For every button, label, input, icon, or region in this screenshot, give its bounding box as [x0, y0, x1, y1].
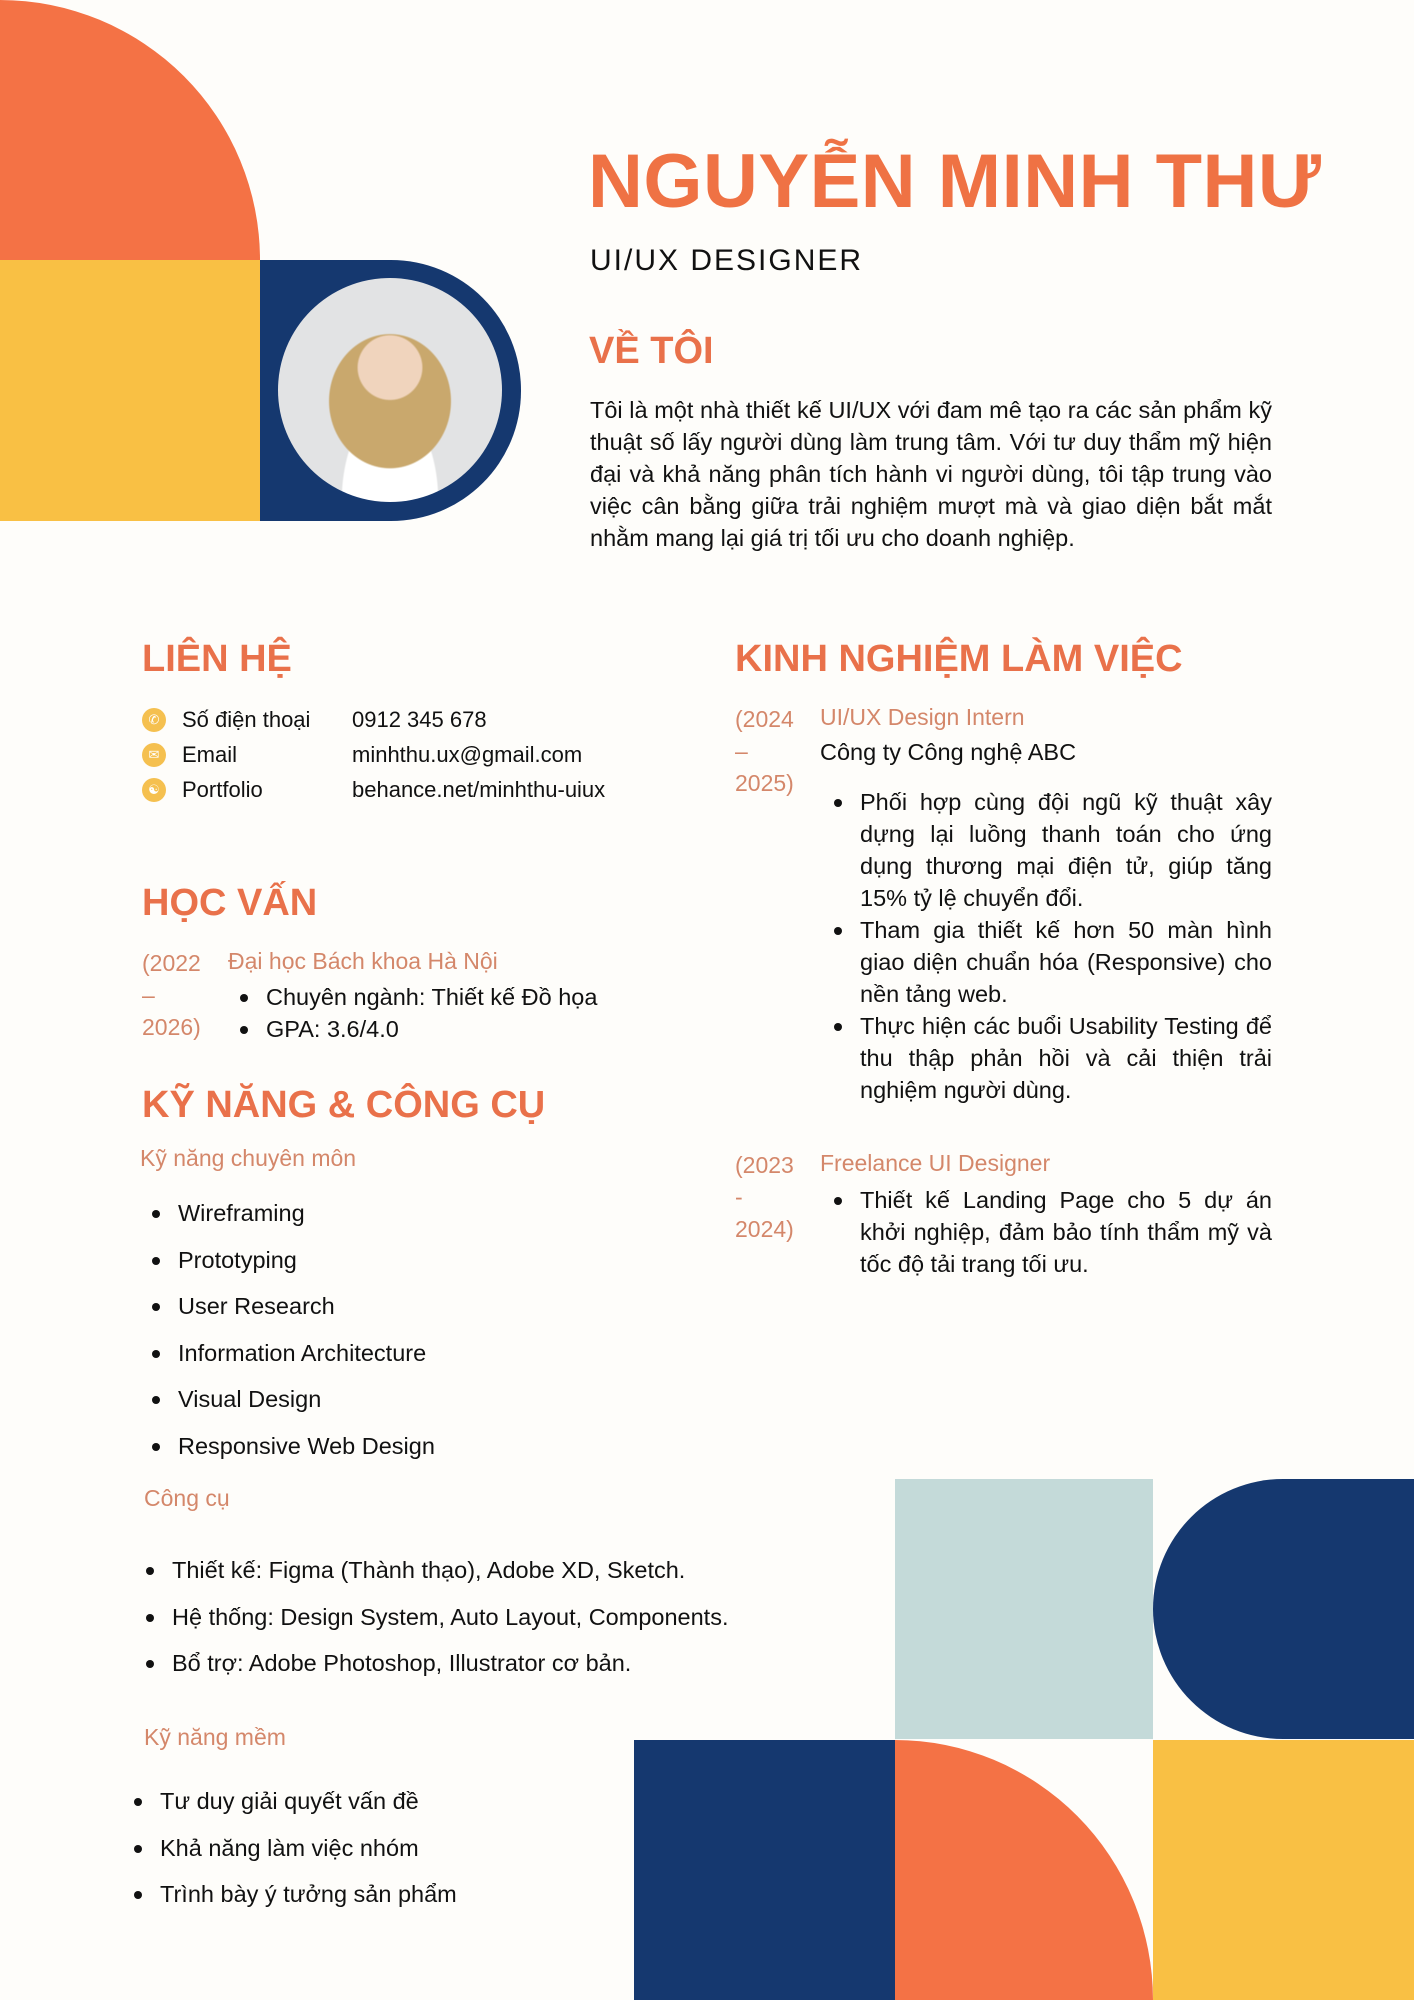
list-item: Information Architecture [148, 1337, 435, 1369]
date-end: 2024) [735, 1216, 794, 1242]
contact-row-portfolio [142, 772, 605, 807]
list-item: Prototyping [148, 1244, 435, 1276]
experience-position: UI/UX Design Intern [820, 704, 1025, 730]
education-school: Đại học Bách khoa Hà Nội [228, 948, 498, 974]
decor-square-navy-bottom [634, 1740, 895, 2000]
globe-icon: ☯ [142, 778, 166, 802]
contact-row-email [142, 737, 605, 772]
date-end: 2025) [735, 770, 794, 796]
contact-title: LIÊN HỆ [142, 638, 292, 680]
list-item: Trình bày ý tưởng sản phẩm [130, 1878, 457, 1910]
skills-tools-label: Công cụ [144, 1485, 230, 1511]
list-item: Responsive Web Design [148, 1430, 435, 1462]
list-item: Khả năng làm việc nhóm [130, 1832, 457, 1864]
contact-label: Số điện thoại [182, 706, 311, 732]
education-details [236, 981, 597, 1045]
list-item: Thiết kế Landing Page cho 5 dự án khởi nghiệp, đảm bảo tính thẩm mỹ và tốc độ tải trang tối ưu. [830, 1184, 1272, 1280]
date-separator: – [735, 738, 748, 764]
date-start: (2023 [735, 1152, 794, 1178]
experience-position: Freelance UI Designer [820, 1150, 1051, 1176]
experience-date [735, 703, 815, 799]
decor-half-pill-navy-bottom [1153, 1479, 1414, 1739]
contact-label: Email [182, 741, 238, 767]
candidate-name: NGUYỄN MINH THƯ [588, 139, 1322, 224]
education-title: HỌC VẤN [142, 882, 318, 924]
decor-quarter-circle-orange [0, 0, 260, 260]
education-date [142, 947, 222, 1043]
experience-company: Công ty Công nghệ ABC [820, 739, 1077, 765]
skills-professional-label: Kỹ năng chuyên môn [140, 1145, 357, 1171]
avatar [278, 278, 502, 502]
list-item: Wireframing [148, 1197, 435, 1229]
decor-square-paleblue [895, 1479, 1153, 1739]
list-item: GPA: 3.6/4.0 [236, 1013, 597, 1045]
decor-quarter-circle-orange-bottom [895, 1740, 1153, 2000]
list-item: Phối hợp cùng đội ngũ kỹ thuật xây dựng lại luồng thanh toán cho ứng dụng thương mại điện tử, giúp tăng 15% tỷ lệ chuyển đổi. [830, 786, 1272, 914]
date-end: 2026) [142, 1014, 201, 1040]
candidate-role: UI/UX DESIGNER [590, 244, 864, 277]
skills-soft-list [130, 1785, 457, 1925]
contact-row-phone [142, 702, 605, 737]
date-separator: – [142, 982, 155, 1008]
skills-soft-label: Kỹ năng mềm [144, 1724, 286, 1750]
list-item: User Research [148, 1290, 435, 1322]
date-start: (2024 [735, 706, 794, 732]
contact-list [142, 702, 605, 807]
contact-phone-value[interactable]: 0912 345 678 [352, 706, 487, 732]
about-text: Tôi là một nhà thiết kế UI/UX với đam mê tạo ra các sản phẩm kỹ thuật số lấy người dùng làm trung tâm. Với tư duy thẩm mỹ hiện đại và khả năng phân tích hành vi người dùng, tôi tập trung vào việc cân bằng giữa trải nghiệm mượt mà và giao diện bắt mắt nhằm mang lại giá trị tối ưu cho doanh nghiệp. [590, 397, 1272, 551]
experience-title: KINH NGHIỆM LÀM VIỆC [735, 638, 1183, 680]
decor-square-yellow [0, 260, 260, 521]
skills-title: KỸ NĂNG & CÔNG CỤ [142, 1084, 546, 1126]
phone-icon: ✆ [142, 708, 166, 732]
list-item: Bổ trợ: Adobe Photoshop, Illustrator cơ bản. [142, 1647, 728, 1679]
experience-bullets [830, 1184, 1272, 1280]
list-item: Chuyên ngành: Thiết kế Đồ họa [236, 981, 597, 1013]
list-item: Thiết kế: Figma (Thành thạo), Adobe XD, Sketch. [142, 1554, 728, 1586]
experience-date [735, 1149, 815, 1245]
contact-email-value[interactable]: minhthu.ux@gmail.com [352, 741, 583, 767]
list-item: Hệ thống: Design System, Auto Layout, Components. [142, 1601, 728, 1633]
list-item: Tham gia thiết kế hơn 50 màn hình giao diện chuẩn hóa (Responsive) cho nền tảng web. [830, 914, 1272, 1010]
list-item: Visual Design [148, 1383, 435, 1415]
skills-professional-list [148, 1197, 435, 1476]
experience-bullets [830, 786, 1272, 1106]
list-item: Thực hiện các buổi Usability Testing để thu thập phản hồi và cải thiện trải nghiệm người dùng. [830, 1010, 1272, 1106]
list-item: Tư duy giải quyết vấn đề [130, 1785, 457, 1817]
date-start: (2022 [142, 950, 201, 976]
email-icon: ✉ [142, 743, 166, 767]
about-title: VỀ TÔI [589, 330, 714, 372]
date-separator: - [735, 1184, 743, 1210]
skills-tools-list [142, 1554, 728, 1694]
contact-label: Portfolio [182, 776, 263, 802]
contact-portfolio-value[interactable]: behance.net/minhthu-uiux [352, 776, 606, 802]
decor-square-yellow-bottom [1153, 1740, 1414, 2000]
